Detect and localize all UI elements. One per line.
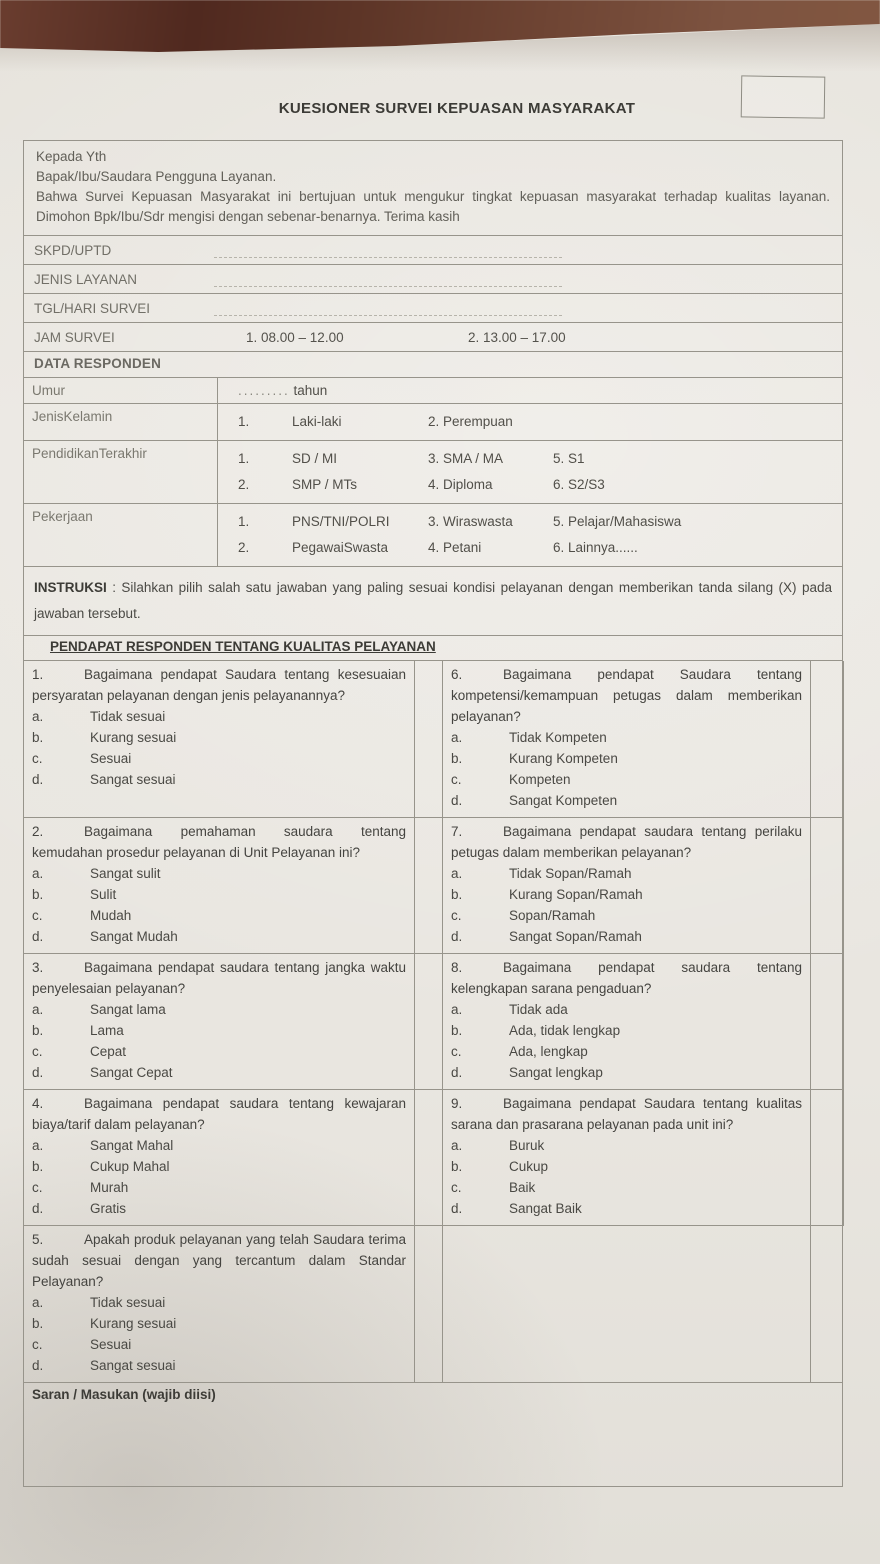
question-grid: [24, 660, 842, 1382]
pekerjaan-opt-wiraswasta: 3. Wiraswasta: [428, 514, 513, 529]
jk-option-perempuan: 2. Perempuan: [428, 414, 513, 429]
answer-option: a. Tidak Kompeten: [451, 730, 607, 745]
question-5-text: Apakah produk pelayanan yang telah Saudara terima sudah sesuai dengan yang tercantum dalam Standar Pelayanan?: [32, 1232, 406, 1289]
answer-option: c. Ada, lengkap: [451, 1044, 588, 1059]
field-tgl-survei-blank-line: [214, 304, 562, 316]
row-pekerjaan: [24, 503, 842, 566]
answer-option: a. Sangat lama: [32, 1002, 166, 1017]
question-2-text: Bagaimana pemahaman saudara tentang kemudahan prosedur pelayanan di Unit Pelayanan ini?: [32, 824, 406, 860]
pendidikan-opt-sd: SD / MI: [292, 451, 338, 466]
question-5: 5. Apakah produk pelayanan yang telah Saudara terima sudah sesuai dengan yang tercantum dalam Standar Pelayanan? a. Tidak sesuai b. Kurang sesuai c. Sesuai d. Sangat sesuai: [24, 1225, 415, 1382]
answer-option: d. Sangat Sopan/Ramah: [451, 929, 642, 944]
umur-blank: .........: [238, 383, 290, 398]
jk-num-1: 1.: [238, 414, 250, 429]
score-cell: [415, 1225, 443, 1382]
score-cell: [811, 953, 844, 1089]
answer-option: d. Gratis: [32, 1201, 127, 1216]
field-jam-survei: [24, 322, 842, 351]
saran-row: [24, 1382, 842, 1486]
pekerjaan-opt-lainnya: 6. Lainnya......: [553, 540, 638, 555]
pendidikan-opt-smp: SMP / MTs: [292, 477, 358, 492]
question-6-text: Bagaimana pendapat Saudara tentang kompetensi/kemampuan petugas dalam memberikan pelayanan?: [451, 667, 802, 724]
question-4: 4. Bagaimana pendapat saudara tentang kewajaran biaya/tarif dalam pelayanan? a. Sangat Mahal b. Cukup Mahal c. Murah d. Gratis: [24, 1089, 415, 1225]
data-responden-header: DATA RESPONDEN: [24, 351, 842, 377]
row-pendidikan: [24, 440, 842, 503]
pendidikan-opt-diploma: 4. Diploma: [428, 477, 493, 492]
saran-label: Saran / Masukan (wajib diisi): [32, 1387, 216, 1402]
question-9: 9. Bagaimana pendapat Saudara tentang kualitas sarana dan prasarana pelayanan pada unit ini? a. Buruk b. Cukup c. Baik d. Sangat Baik: [443, 1089, 811, 1225]
answer-option: c. Kompeten: [451, 772, 571, 787]
question-8-text: Bagaimana pendapat saudara tentang kelengkapan sarana pengaduan?: [451, 960, 802, 996]
answer-option: a. Tidak ada: [451, 1002, 568, 1017]
instruksi-row: [24, 566, 842, 635]
score-cell: [811, 1225, 844, 1382]
intro-line-2: Bapak/Ibu/Saudara Pengguna Layanan.: [36, 169, 277, 184]
pendidikan-label: PendidikanTerakhir: [24, 441, 218, 503]
pendidikan-opt-s2s3: 6. S2/S3: [553, 477, 605, 492]
instruksi-label: INSTRUKSI: [34, 580, 107, 595]
question-3-text: Bagaimana pendapat saudara tentang jangka waktu penyelesaian pelayanan?: [32, 960, 406, 996]
pekerjaan-num-2: 2.: [238, 540, 250, 555]
answer-option: b. Cukup Mahal: [32, 1159, 170, 1174]
answer-option: d. Sangat Mudah: [32, 929, 178, 944]
question-3: 3. Bagaimana pendapat saudara tentang jangka waktu penyelesaian pelayanan? a. Sangat lama b. Lama c. Cepat d. Sangat Cepat: [24, 953, 415, 1089]
field-skpd-label: SKPD/UPTD: [34, 243, 112, 258]
answer-option: b. Kurang sesuai: [32, 730, 177, 745]
score-cell: [415, 817, 443, 953]
field-skpd: [24, 235, 842, 264]
intro-block: [24, 141, 842, 235]
question-2: 2. Bagaimana pemahaman saudara tentang kemudahan prosedur pelayanan di Unit Pelayanan ini? a. Sangat sulit b. Sulit c. Mudah d. Sangat Mudah: [24, 817, 415, 953]
survey-form-table: [23, 140, 843, 1487]
answer-option: c. Mudah: [32, 908, 132, 923]
pendidikan-opt-sma: 3. SMA / MA: [428, 451, 504, 466]
score-cell: [415, 953, 443, 1089]
answer-option: b. Kurang Sopan/Ramah: [451, 887, 643, 902]
pekerjaan-opt-pegawai: PegawaiSwasta: [292, 540, 389, 555]
umur-label: Umur: [24, 378, 218, 403]
question-7: 7. Bagaimana pendapat saudara tentang perilaku petugas dalam memberikan pelayanan? a. Tidak Sopan/Ramah b. Kurang Sopan/Ramah c. Sopan/Ramah d. Sangat Sopan/Ramah: [443, 817, 811, 953]
score-cell: [415, 1089, 443, 1225]
row-jenis-kelamin: [24, 403, 842, 440]
pekerjaan-label: Pekerjaan: [24, 504, 218, 566]
jenis-kelamin-label: JenisKelamin: [24, 404, 218, 440]
pekerjaan-opt-pns: PNS/TNI/POLRI: [292, 514, 390, 529]
pekerjaan-opt-petani: 4. Petani: [428, 540, 482, 555]
field-skpd-blank-line: [214, 246, 562, 258]
answer-option: b. Ada, tidak lengkap: [451, 1023, 621, 1038]
pendidikan-num-2: 2.: [238, 477, 250, 492]
answer-option: d. Sangat sesuai: [32, 1358, 176, 1373]
answer-option: c. Sesuai: [32, 751, 132, 766]
answer-option: a. Tidak sesuai: [32, 1295, 166, 1310]
question-6: 6. Bagaimana pendapat Saudara tentang kompetensi/kemampuan petugas dalam memberikan pelayanan? a. Tidak Kompeten b. Kurang Kompeten c. Kompeten d. Sangat Kompeten: [443, 661, 811, 817]
answer-option: d. Sangat lengkap: [451, 1065, 603, 1080]
answer-option: c. Sesuai: [32, 1337, 132, 1352]
answer-option: c. Sopan/Ramah: [451, 908, 596, 923]
answer-option: c. Baik: [451, 1180, 536, 1195]
answer-option: a. Sangat Mahal: [32, 1138, 174, 1153]
jk-option-laki: Laki-laki: [292, 414, 342, 429]
field-jenis-layanan: [24, 264, 842, 293]
intro-line-1: Kepada Yth: [36, 149, 107, 164]
score-cell: [415, 661, 443, 817]
pendidikan-num-1: 1.: [238, 451, 250, 466]
answer-option: d. Sangat Kompeten: [451, 793, 618, 808]
answer-option: b. Lama: [32, 1023, 124, 1038]
page-title: KUESIONER SURVEI KEPUASAN MASYARAKAT: [278, 100, 636, 117]
answer-option: d. Sangat sesuai: [32, 772, 176, 787]
answer-option: c. Murah: [32, 1180, 129, 1195]
field-jenis-layanan-blank-line: [214, 275, 562, 287]
pendidikan-opt-s1: 5. S1: [553, 451, 585, 466]
answer-option: d. Sangat Cepat: [32, 1065, 173, 1080]
field-tgl-survei: [24, 293, 842, 322]
row-umur: [24, 377, 842, 403]
pekerjaan-num-1: 1.: [238, 514, 250, 529]
question-1: 1. Bagaimana pendapat Saudara tentang kesesuaian persyaratan pelayanan dengan jenis pelayanannya? a. Tidak sesuai b. Kurang sesuai c. Sesuai d. Sangat sesuai: [24, 661, 415, 817]
score-cell: [811, 661, 844, 817]
answer-option: a. Sangat sulit: [32, 866, 161, 881]
jam-survei-option-1: 1. 08.00 – 12.00: [246, 330, 344, 345]
umur-unit: tahun: [293, 383, 328, 398]
question-9-text: Bagaimana pendapat Saudara tentang kualitas sarana dan prasarana pelayanan pada unit ini?: [451, 1096, 802, 1132]
score-cell: [811, 817, 844, 953]
instruksi-text: : Silahkan pilih salah satu jawaban yang paling sesuai kondisi pelayanan dengan memberikan tanda silang (X) pada jawaban tersebut.: [34, 580, 832, 621]
corner-box: [741, 75, 826, 118]
answer-option: c. Cepat: [32, 1044, 127, 1059]
empty-question-cell: [443, 1225, 811, 1382]
question-1-text: Bagaimana pendapat Saudara tentang kesesuaian persyaratan pelayanan dengan jenis pelayanannya?: [32, 667, 406, 703]
answer-option: b. Sulit: [32, 887, 117, 902]
intro-line-3: Bahwa Survei Kepuasan Masyarakat ini bertujuan untuk mengukur tingkat kepuasan masyarakat terhadap kualitas layanan. Dimohon Bpk/Ibu/Sdr mengisi dengan sebenar-benarnya. Terima kasih: [36, 189, 830, 224]
answer-option: b. Cukup: [451, 1159, 549, 1174]
field-tgl-survei-label: TGL/HARI SURVEI: [34, 301, 151, 316]
answer-option: d. Sangat Baik: [451, 1201, 582, 1216]
question-8: 8. Bagaimana pendapat saudara tentang kelengkapan sarana pengaduan? a. Tidak ada b. Ada, tidak lengkap c. Ada, lengkap d. Sangat lengkap: [443, 953, 811, 1089]
answer-option: b. Kurang sesuai: [32, 1316, 177, 1331]
question-4-text: Bagaimana pendapat saudara tentang kewajaran biaya/tarif dalam pelayanan?: [32, 1096, 406, 1132]
pendapat-section-header: PENDAPAT RESPONDEN TENTANG KUALITAS PELAYANAN: [24, 635, 842, 660]
answer-option: a. Tidak sesuai: [32, 709, 166, 724]
score-cell: [811, 1089, 844, 1225]
question-7-text: Bagaimana pendapat saudara tentang perilaku petugas dalam memberikan pelayanan?: [451, 824, 802, 860]
field-jenis-layanan-label: JENIS LAYANAN: [34, 272, 138, 287]
answer-option: a. Buruk: [451, 1138, 545, 1153]
pekerjaan-opt-pelajar: 5. Pelajar/Mahasiswa: [553, 514, 682, 529]
answer-option: b. Kurang Kompeten: [451, 751, 618, 766]
answer-option: a. Tidak Sopan/Ramah: [451, 866, 632, 881]
jam-survei-option-2: 2. 13.00 – 17.00: [468, 330, 566, 345]
field-jam-survei-label: JAM SURVEI: [34, 330, 115, 345]
